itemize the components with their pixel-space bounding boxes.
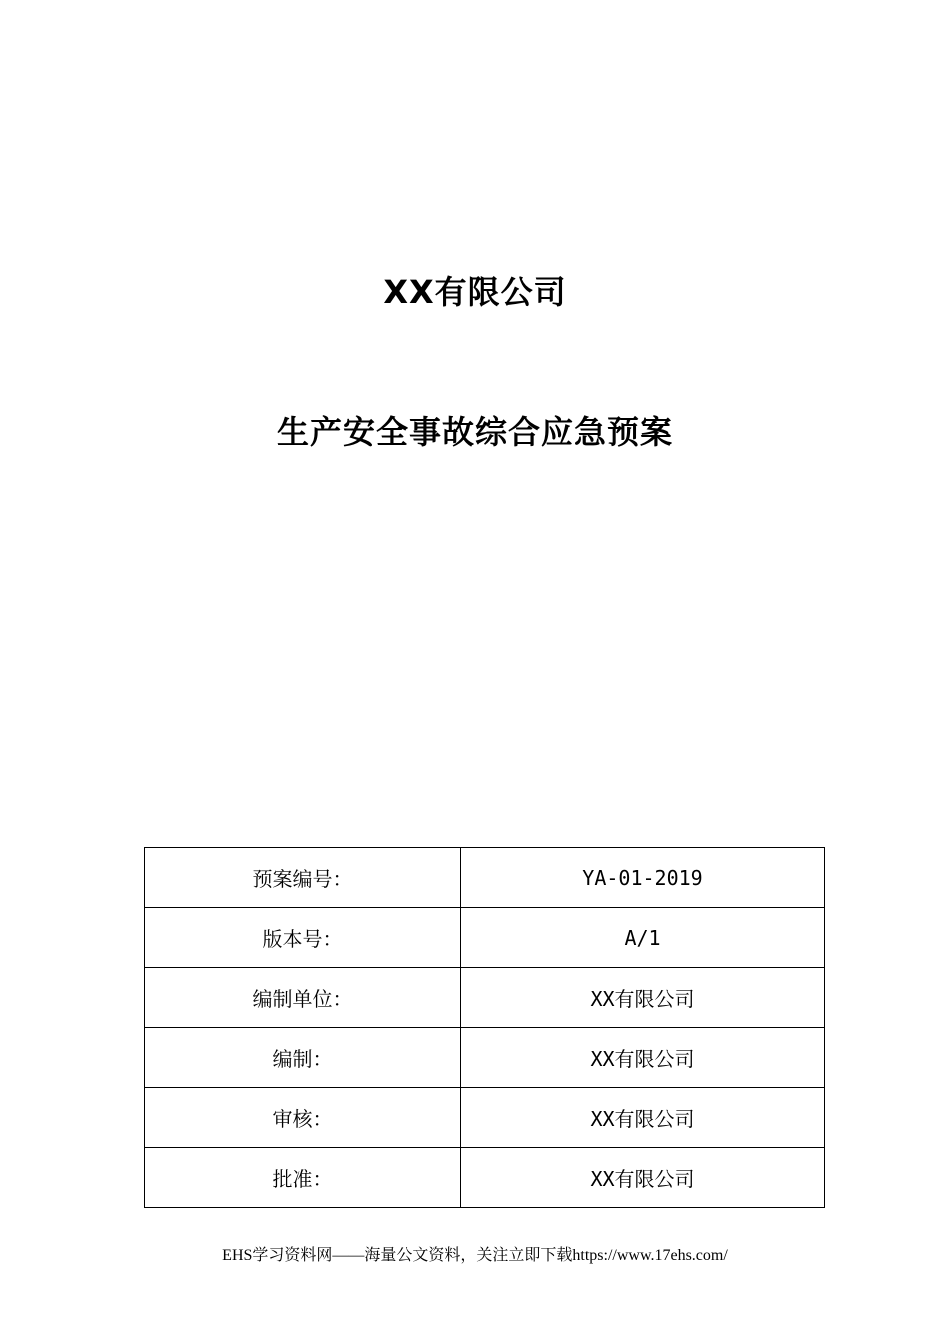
- plan-number-value: YA-01-2019: [461, 848, 825, 908]
- reviewed-by-label: 审核：: [145, 1088, 461, 1148]
- approved-by-value: XX有限公司: [461, 1148, 825, 1208]
- compiling-unit-value: XX有限公司: [461, 968, 825, 1028]
- compiled-by-value: XX有限公司: [461, 1028, 825, 1088]
- reviewed-by-value: XX有限公司: [461, 1088, 825, 1148]
- table-row: [145, 1028, 825, 1088]
- document-info-table: [144, 847, 825, 1208]
- version-label: 版本号：: [145, 908, 461, 968]
- table-row: [145, 848, 825, 908]
- company-title: XX有限公司: [383, 273, 567, 311]
- plan-number-label: 预案编号：: [145, 848, 461, 908]
- document-title: 生产安全事故综合应急预案: [276, 413, 673, 451]
- approved-by-label: 批准：: [145, 1148, 461, 1208]
- compiled-by-label: 编制：: [145, 1028, 461, 1088]
- page-footer: EHS学习资料网——海量公文资料，关注立即下载https://www.17ehs.com/: [222, 1247, 728, 1264]
- table-row: [145, 968, 825, 1028]
- table-row: [145, 1148, 825, 1208]
- table-row: [145, 1088, 825, 1148]
- compiling-unit-label: 编制单位：: [145, 968, 461, 1028]
- version-value: A/1: [461, 908, 825, 968]
- table-row: [145, 908, 825, 968]
